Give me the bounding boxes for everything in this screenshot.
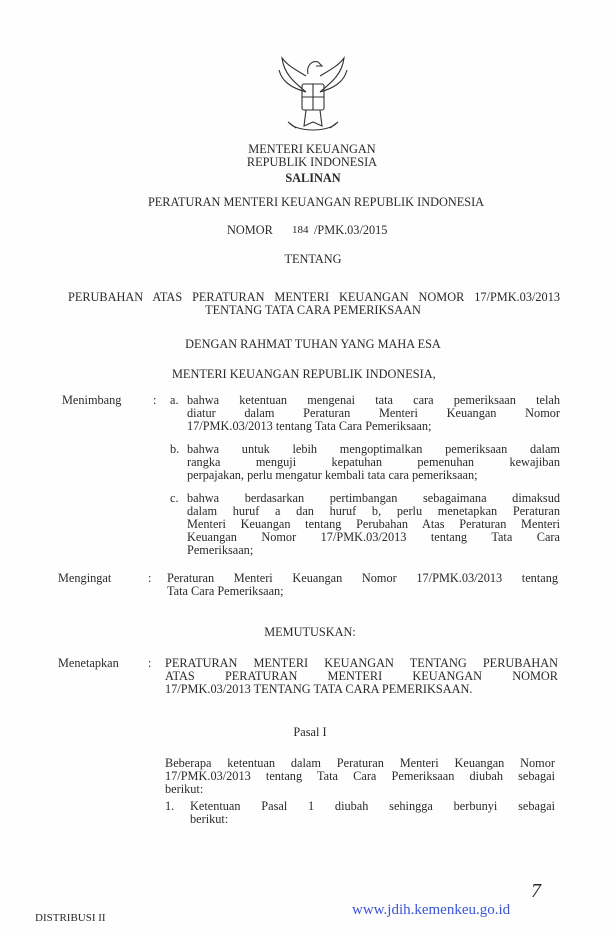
item-marker: 1. [165, 799, 175, 813]
colon: : [153, 393, 157, 407]
menimbang-label: Menimbang [62, 393, 122, 407]
consideration-line: diatur dalam Peraturan Menteri Keuangan Nomor [187, 407, 560, 420]
menetapkan-line: ATAS PERATURAN MENTERI KEUANGAN NOMOR [165, 670, 558, 683]
consideration-line: Keuangan Nomor 17/PMK.03/2013 tentang Tata Cara [187, 531, 560, 544]
consideration-line: dalam huruf a dan huruf b, perlu menetapkan Peraturan [187, 505, 560, 518]
mengingat-line: Tata Cara Pemeriksaan; [167, 584, 284, 598]
item-marker: b. [170, 442, 180, 456]
item-marker: a. [170, 393, 179, 407]
handwritten-initial: 7 [531, 880, 541, 902]
salinan-stamp: SALINAN [285, 171, 341, 185]
invocation: DENGAN RAHMAT TUHAN YANG MAHA ESA [185, 337, 441, 351]
subject-line: TENTANG TATA CARA PEMERIKSAAN [205, 303, 421, 317]
consideration-line: rangka menguji kepatuhan pemenuhan kewajiban [187, 456, 560, 469]
pasal-item-line: Ketentuan Pasal 1 diubah sehingga berbunyi sebagai [190, 800, 555, 813]
item-marker: c. [170, 491, 179, 505]
pasal-intro-line: berikut: [165, 782, 204, 796]
pasal-intro-line: 17/PMK.03/2013 tentang Tata Cara Pemeriksaan diubah sebagai [165, 770, 555, 783]
issuer: MENTERI KEUANGAN REPUBLIK INDONESIA, [172, 367, 436, 381]
pasal-item-line: berikut: [190, 812, 229, 826]
pasal-heading: Pasal I [293, 725, 327, 739]
regulation-title: PERATURAN MENTERI KEUANGAN REPUBLIK INDONESIA [147, 195, 485, 209]
menetapkan-line: 17/PMK.03/2013 TENTANG TATA CARA PEMERIKSAAN. [165, 682, 473, 696]
consideration-line: Menteri Keuangan tentang Perubahan Atas Peraturan Menteri [187, 518, 560, 531]
menetapkan-label: Menetapkan [58, 656, 119, 670]
consideration-line: perpajakan, perlu mengatur kembali tata cara pemeriksaan; [187, 468, 478, 482]
mengingat-label: Mengingat [58, 571, 112, 585]
tentang-heading: TENTANG [284, 252, 342, 266]
colon: : [148, 656, 152, 670]
garuda-emblem-icon [276, 52, 350, 140]
nomor-suffix: /PMK.03/2015 [314, 223, 388, 237]
memutuskan-heading: MEMUTUSKAN: [264, 625, 356, 639]
website-link[interactable]: www.jdih.kemenkeu.go.id [352, 902, 511, 918]
nomor-number: 184 [292, 224, 309, 236]
consideration-line: Pemeriksaan; [187, 543, 254, 557]
consideration-line: 17/PMK.03/2013 tentang Tata Cara Pemeriksaan; [187, 419, 432, 433]
consideration-line: bahwa ketentuan mengenai tata cara pemeriksaan telah [187, 394, 560, 407]
ministry-country: REPUBLIK INDONESIA [246, 155, 378, 169]
consideration-line: bahwa berdasarkan pertimbangan sebagaimana dimaksud [187, 492, 560, 505]
mengingat-line: Peraturan Menteri Keuangan Nomor 17/PMK.03/2013 tentang [167, 572, 558, 585]
menetapkan-line: PERATURAN MENTERI KEUANGAN TENTANG PERUBAHAN [165, 657, 558, 670]
pasal-intro-line: Beberapa ketentuan dalam Peraturan Menteri Keuangan Nomor [165, 757, 555, 770]
nomor-label: NOMOR [227, 223, 273, 237]
distribution-label: DISTRIBUSI II [35, 912, 106, 924]
colon: : [148, 571, 152, 585]
ministry-name: MENTERI KEUANGAN [248, 142, 376, 156]
consideration-line: bahwa untuk lebih mengoptimalkan pemeriksaan dalam [187, 443, 560, 456]
subject-line: PERUBAHAN ATAS PERATURAN MENTERI KEUANGAN NOMOR 17/PMK.03/2013 [68, 291, 560, 304]
